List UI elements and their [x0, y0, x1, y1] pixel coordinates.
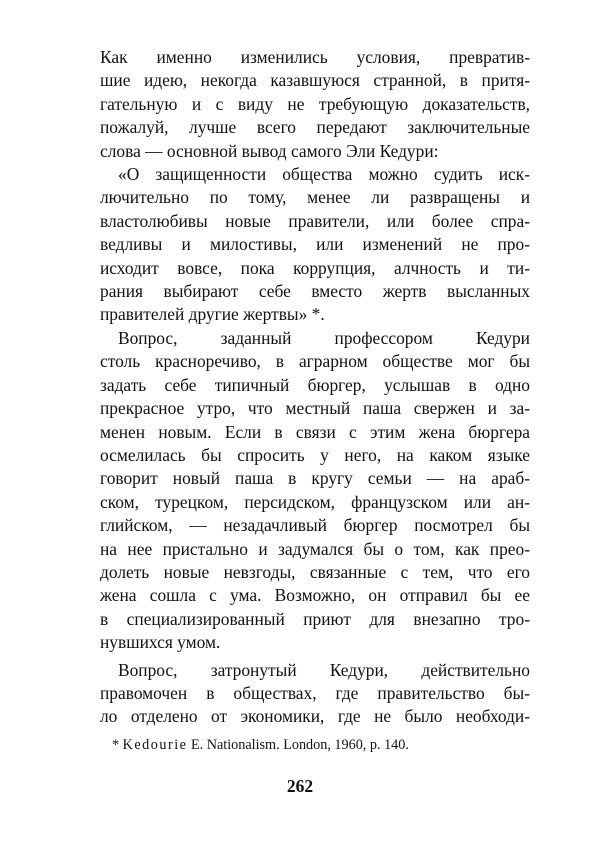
- text-line: в специализированный приют для внезапно тро-: [100, 608, 530, 629]
- text-line: лючительно по тому, менее ли развращены и: [100, 187, 530, 208]
- text-line: глийском, — незадачливый бюргер посмотрел бы: [100, 515, 530, 536]
- text-line: долеть новые невзгоды, связанные с тем, что его: [100, 561, 530, 582]
- page-number: 262: [286, 776, 314, 796]
- text-line: ло отделено от экономики, где не было необходи-: [100, 706, 530, 727]
- text-line: на нее пристально и задумался бы о том, как прео-: [100, 538, 530, 559]
- text-line: пожалуй, лучше всего передают заключительные: [100, 117, 530, 138]
- text-line: «О защищенности общества можно судить иск-: [118, 164, 530, 185]
- paragraph-1: [100, 46, 530, 163]
- text-line: жена сошла с ума. Возможно, он отправил бы ее: [100, 585, 530, 606]
- text-line: правителей другие жертвы» *.: [100, 304, 325, 325]
- text-line: властолюбивы новые правители, или более спра-: [100, 210, 530, 231]
- text-line: слова — основной вывод самого Эли Кедури:: [100, 140, 439, 161]
- text-line: говорит новый паша в кругу семьи — на араб-: [100, 468, 530, 489]
- text-line: шие идею, некогда казавшуюся странной, в притя-: [100, 70, 530, 91]
- footnote: [112, 736, 409, 754]
- text-line: Как именно изменились условия, превратив-: [100, 47, 530, 67]
- text-line: гательную и с виду не требующую доказательств,: [100, 93, 530, 114]
- text-line: правомочен в обществах, где правительство бы-: [100, 682, 530, 703]
- text-line: осмелилась бы спросить у него, на каком языке: [100, 444, 530, 465]
- page-body: [100, 46, 530, 729]
- paragraph-2-quote: [100, 163, 530, 327]
- text-line: прекрасное утро, что местный паша свержен и за-: [100, 398, 530, 419]
- text-line: рания выбирают себе вместо жертв высланных: [100, 281, 530, 302]
- text-line: Вопрос, заданный профессором Кедури: [118, 327, 530, 348]
- footnote-marker: *: [112, 737, 120, 753]
- footnote-author: Kedourie: [122, 737, 188, 753]
- text-line: нувшихся умом.: [100, 632, 221, 653]
- text-line: задать себе типичный бюргер, услышав в одно: [100, 374, 530, 395]
- text-line: ском, турецком, персидском, французском или ан-: [100, 491, 530, 512]
- text-line: исходит вовсе, пока коррупция, алчность и ти-: [100, 257, 530, 278]
- text-line: столь красноречиво, в аграрном обществе мог бы: [100, 351, 530, 372]
- footnote-citation: E. Nationalism. London, 1960, p. 140.: [190, 737, 409, 753]
- text-line: ведливы и милостивы, или изменений не про-: [100, 234, 530, 255]
- text-line: Вопрос, затронутый Кедури, действительно: [118, 659, 530, 680]
- paragraph-3: [100, 327, 530, 655]
- text-line: менен новым. Если в связи с этим жена бюргера: [100, 421, 530, 442]
- paragraph-4: [100, 659, 530, 729]
